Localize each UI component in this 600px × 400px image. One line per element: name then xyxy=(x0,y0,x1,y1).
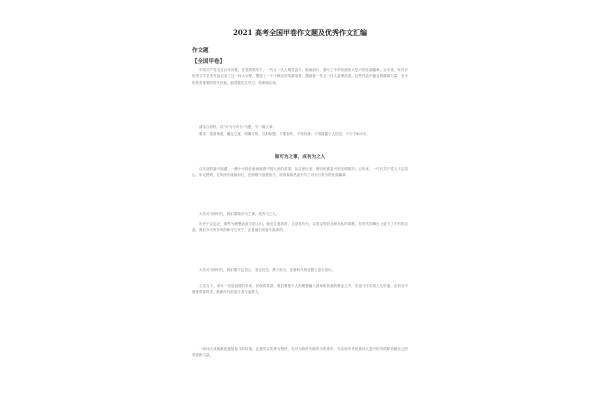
essay-paragraph: 历史不会忘记，那些为理想而奋斗的人们。他们生逢其时，又奋发有为，以坚定的信念和无私的奉献，在时代的舞台上留下了不朽的足迹。我们今天所享有的和平与安宁，正是他们用奋斗换来的。 xyxy=(192,222,408,233)
essay-paragraph: 立足当下，青年一代是祖国的未来、民族的希望。我们要把个人的理想融入国家和民族的事业之中，在奋斗中实现人生价值，在担当中展现青春风采，做新时代的奋斗者与追梦人。 xyxy=(192,284,408,295)
prompt-paragraph: 要求：选准角度，确定立意，明确文体，自拟标题；不要套作，不得抄袭；不得泄露个人信息；不少于800字。 xyxy=(199,132,370,136)
section-label: 作文题 xyxy=(192,48,209,54)
essay-title: 做可为之事，成有为之人 xyxy=(274,155,326,160)
essay-paragraph: 一切伟大成就都是接续奋斗的结果。让我们以先辈为榜样，在可为的时代做有为的青年，为实现中华民族伟大复兴的中国梦贡献自己的青春和力量。 xyxy=(192,347,408,358)
exam-label: 【全国甲卷】 xyxy=(192,59,226,65)
document-title: 2021 高考全国甲卷作文题及优秀作文汇编 xyxy=(233,28,367,37)
essay-paragraph: 大有可为的时代，我们要不忘初心、坚定信念、勇于担当，在新时代的征程上奋力前行。 xyxy=(199,268,336,272)
prompt-paragraph: 请结合材料，以“可为与有为”为题，写一篇文章。 xyxy=(199,125,276,129)
essay-paragraph: 百年前的嘉兴南湖，一艘小小的红船承载着中国人民的希望，从这里出发，驶向民族复兴的光明彼岸。百年来，一代代共产党人不忘初心、牢记使命，在风雨中砥砺前行，在困难中奋勇担当，用青春和热血书写了可为与有为的壮丽篇章。 xyxy=(192,167,408,178)
document-sheet xyxy=(190,24,410,400)
essay-paragraph: 大有可为的时代，我们要做可为之事，成有为之人。 xyxy=(199,212,280,216)
prompt-paragraph: 中国共产党走过百年历程。在党的领导下，一代又一代人艰苦奋斗、砥砺前行，谱写了中华民族伟大复兴的壮丽篇章。百年来，有许多优秀文学艺术作品记录了这一伟大历程，塑造了一个个鲜活的英雄形象，激励着一代又一代人奋勇前进。这些作品中蕴含的精神力量，至今仍具有重要的时代价值，值得我们去学习、传承和弘扬。 xyxy=(192,68,408,85)
